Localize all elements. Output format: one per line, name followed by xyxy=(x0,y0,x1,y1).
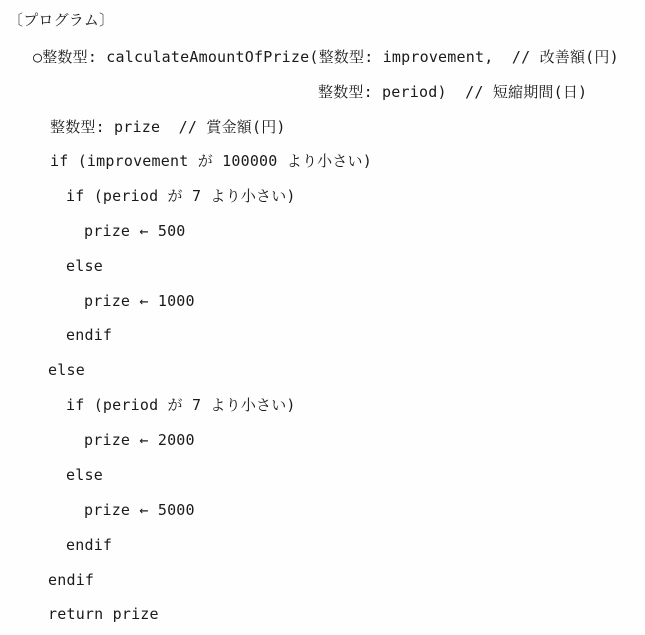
assignment-5000: prize ← 5000 xyxy=(84,501,195,519)
program-heading: 〔プログラム〕 xyxy=(8,11,115,29)
inner-if-statement-1: if (period が 7 より小さい) xyxy=(66,187,296,205)
return-statement: return prize xyxy=(48,605,159,623)
assignment-2000: prize ← 2000 xyxy=(84,431,195,449)
function-signature: ○整数型: calculateAmountOfPrize(整数型: improvement, // 改善額(円) xyxy=(33,48,619,66)
outer-else: else xyxy=(48,361,85,379)
inner-else-1: else xyxy=(66,257,103,275)
outer-if-statement: if (improvement が 100000 より小さい) xyxy=(50,152,372,170)
inner-if-statement-2: if (period が 7 より小さい) xyxy=(66,396,296,414)
inner-endif-1: endif xyxy=(66,326,113,344)
function-signature-continuation: 整数型: period) // 短縮期間(日) xyxy=(318,83,588,101)
assignment-500: prize ← 500 xyxy=(84,222,186,240)
variable-declaration: 整数型: prize // 賞金額(円) xyxy=(50,118,286,136)
assignment-1000: prize ← 1000 xyxy=(84,292,195,310)
outer-endif: endif xyxy=(48,571,95,589)
inner-else-2: else xyxy=(66,466,103,484)
inner-endif-2: endif xyxy=(66,536,113,554)
